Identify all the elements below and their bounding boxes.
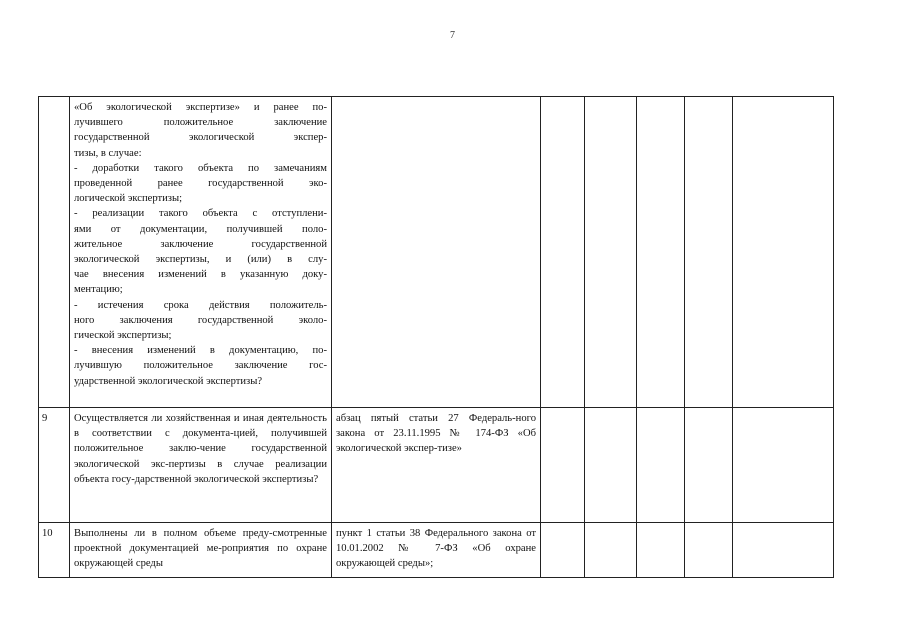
answer-no-cell (585, 408, 637, 523)
question-line: «Об экологической экспертизе» и ранее по- (74, 102, 327, 113)
question-cell: Выполнены ли в полном объеме преду-смотренные проектной документацией ме-роприятия по охране окружающей среды (70, 523, 332, 578)
question-line: гической экспертизы; (74, 330, 172, 342)
question-line: государственной экологической экспер- (74, 132, 327, 144)
row-number-cell: 10 (39, 523, 70, 578)
answer-no-cell (585, 97, 637, 408)
question-line: - реализации такого объекта с отступлени- (74, 208, 327, 220)
question-line: логической экспертизы; (74, 193, 183, 205)
table-row (39, 523, 834, 578)
question-line: ментацию; (74, 284, 123, 296)
question-line: лучившую положительное заключение гос- (74, 360, 327, 372)
row-number-cell (39, 97, 70, 408)
question-line: ями от документации, получившей поло- (74, 223, 327, 235)
answer-extra-cell (685, 97, 733, 408)
answer-na-cell (637, 408, 685, 523)
answer-na-cell (637, 523, 685, 578)
checklist-table (38, 96, 834, 578)
reference-cell: пункт 1 статьи 38 Федерального закона от 10.01.2002 № 7-ФЗ «Об охране окружающей среды»; (332, 523, 541, 578)
question-line: жительное заключение государственной (74, 238, 327, 250)
table-row (39, 408, 834, 523)
answer-yes-cell (541, 97, 585, 408)
question-cell (70, 97, 332, 408)
question-line: лучившего положительное заключение (74, 117, 327, 129)
question-line: ударственной экологической экспертизы? (74, 375, 263, 387)
notes-cell (733, 408, 834, 523)
notes-cell (733, 97, 834, 408)
notes-cell (733, 523, 834, 578)
question-line: - доработки такого объекта по замечаниям (74, 162, 327, 174)
answer-extra-cell (685, 523, 733, 578)
answer-extra-cell (685, 408, 733, 523)
answer-no-cell (585, 523, 637, 578)
question-line: - истечения срока действия положитель- (74, 299, 327, 311)
page-number: 7 (450, 30, 455, 41)
question-line: тизы, в случае: (74, 147, 142, 159)
question-cell: Осуществляется ли хозяйственная и иная деятельность в соответствии с документа-цией, получившей положительное заклю-чение государственной экологической экс-пертизы в случае реализации объекта госу-дарственной экологической экспертизы? (70, 408, 332, 523)
answer-na-cell (637, 97, 685, 408)
question-line: экологической экспертизы, и (или) в слу- (74, 254, 327, 266)
table-row (39, 97, 834, 408)
question-line: чае внесения изменений в указанную доку- (74, 269, 327, 281)
answer-yes-cell (541, 523, 585, 578)
row-number-cell: 9 (39, 408, 70, 523)
reference-cell: абзац пятый статьи 27 Федераль-ного закона от 23.11.1995 № 174-ФЗ «Об экологической экспер-тизе» (332, 408, 541, 523)
reference-cell (332, 97, 541, 408)
question-line: проведенной ранее государственной эко- (74, 178, 327, 190)
question-line: ного заключения государственной эколо- (74, 314, 327, 326)
answer-yes-cell (541, 408, 585, 523)
question-line: - внесения изменений в документацию, по- (74, 345, 327, 357)
